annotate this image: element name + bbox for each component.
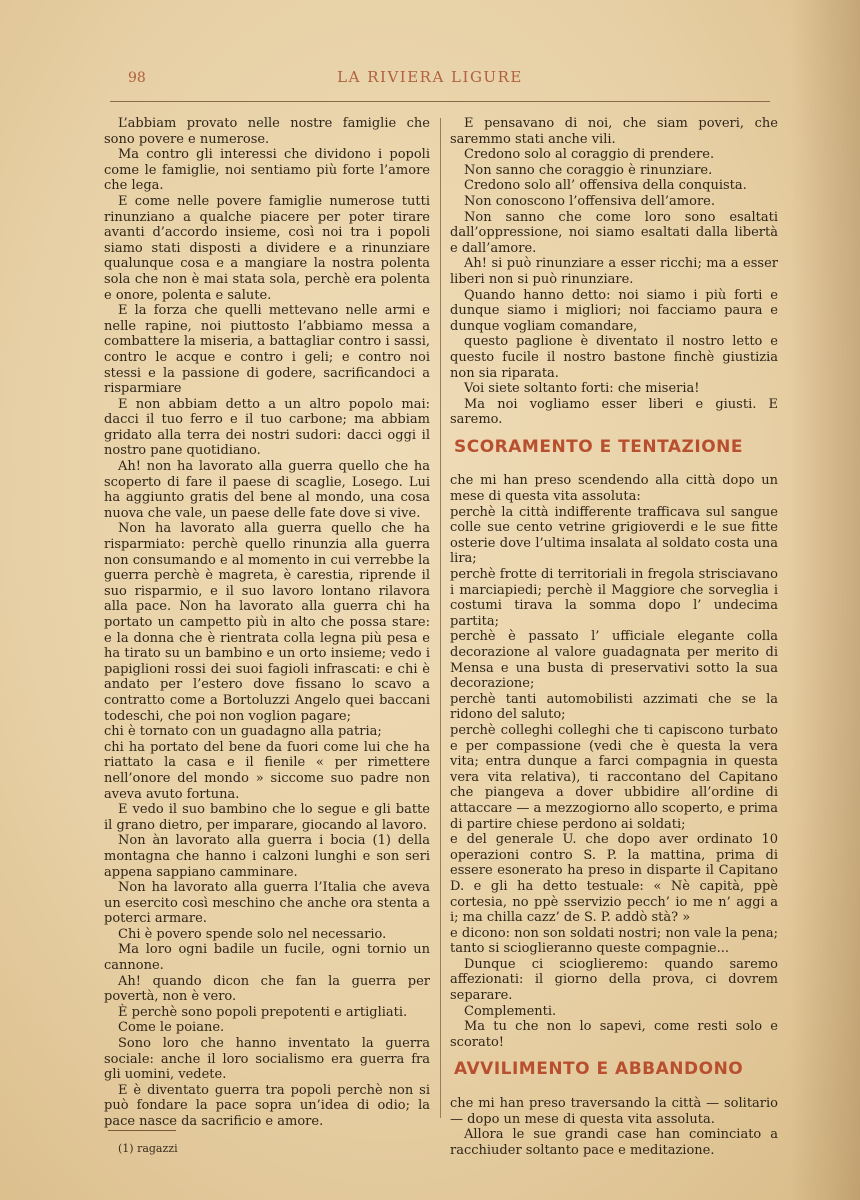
paragraph: Credono solo al coraggio di prendere. [464,147,715,163]
paragraph: Non àn lavorato alla guerra i bocia (1) della montagna che hanno i calzoni lunghi e son seri appena sappiano camminare. [104,833,430,880]
column-divider [440,118,441,1118]
paragraph: perchè la città indifferente trafficava sul sangue colle sue cento vetrine grigioverdi e le sue fitte osterie dove l’ultima insalata al soldato costa una lira; [450,504,778,567]
paragraph: Dunque ci scioglieremo: quando saremo affezionati: il giorno della prova, ci dovrem separare. [450,956,778,1004]
paragraph: Allora le sue grandi case han cominciato a racchiuder soltanto pace e meditazione. [450,1127,778,1158]
paragraph: Ah! si può rinunziare a esser ricchi; ma a esser liberi non si può rinunziare. [450,256,778,287]
paragraph: Non sanno che come loro sono esaltati dall’oppressione, noi siamo esaltati dalla libertà e dall’amore. [450,209,778,256]
paragraph: E non abbiam detto a un altro popolo mai: dacci il tuo ferro e il tuo carbone; ma abbiam gridato alla terra dei nostri sudori: dacci oggi il nostro pane quotidiano. [104,396,430,459]
paragraph: perchè frotte di territoriali in fregola strisciavano i marciapiedi; perchè il Maggiore che sorveglia i costumi tirava la somma dopo l’ undecima partita; [450,567,778,629]
paragraph: e del generale U. che dopo aver ordinato 10 operazioni contro S. P. la mattina, prima di essere esonerato ha preso in disparte il Capitano D. e gli ha detto testuale: « Nè capità, ppè cortesia, no ppè sservizio pecch’ io me n’ aggi a i; ma chilla cazz’ de S. P. addò stà? » [450,832,778,926]
section-scoramento-body [450,473,778,1050]
paragraph: perchè colleghi colleghi che ti capiscono turbato e per compassione (vedi che è questa la vera vita; entra dunque a farci compagnia in questa vera vita relativa), ti raccontano del Capitano che piangeva a dover ubbidire all’ordine di attaccare — a mezzogiorno allo scoperto, e prima di partire chiese perdono ai soldati; [450,722,778,832]
paragraph: e dicono: non son soldati nostri; non vale la pena; tanto si scioglieranno queste compagnie... [450,925,778,957]
paragraph: chi è tornato con un guadagno alla patria; [104,724,382,740]
paragraph: questo paglione è diventato il nostro letto e questo fucile il nostro bastone finchè giustizia non sia riparata. [450,334,778,381]
footnote: (1) ragazzi [118,1142,178,1155]
paragraph: Ma tu che non lo sapevi, come resti solo e scorato! [450,1019,778,1050]
paragraph: Ah! non ha lavorato alla guerra quello che ha scoperto di fare il paese di scaglie, Losego. Lui ha aggiunto gratis del bene al mondo, una cosa nuova che vale, un paese delle fate dove si vive. [104,459,430,521]
paragraph: che mi han preso traversando la città — solitario — dopo un mese di questa vita assoluta. [450,1096,778,1127]
section-avvilimento-body [450,1096,778,1158]
paragraph: Credono solo all’ offensiva della conquista. [464,178,747,194]
right-column [450,116,778,1158]
paragraph: Ah! quando dicon che fan la guerra per povertà, non è vero. [104,973,430,1005]
section-heading-scoramento: SCORAMENTO E TENTAZIONE [454,436,743,457]
page-edge-shadow [790,0,860,1200]
paragraph: Complementi. [464,1003,557,1019]
paragraph: E vedo il suo bambino che lo segue e gli batte il grano dietro, per imparare, giocando al lavoro. [104,802,430,833]
paragraph: Ma contro gli interessi che dividono i popoli come le famiglie, noi sentiamo più forte l’amore che lega. [104,147,430,194]
paragraph: È perchè sono popoli prepotenti e artigliati. [118,1004,408,1020]
paragraph: Voi siete soltanto forti: che miseria! [464,381,700,397]
paragraph: E la forza che quelli mettevano nelle armi e nelle rapine, noi piuttosto l’abbiamo messa a combattere la miseria, a battagliar contro i sassi, contro le acque e contro i geli; e contro noi stessi e la passione di godere, sacrificandoci a risparmiare [104,303,430,397]
paragraph: Quando hanno detto: noi siamo i più forti e dunque siamo i migliori; noi facciamo paura e dunque vogliam comandare, [450,287,778,334]
paragraph: E come nelle povere famiglie numerose tutti rinunziano a qualche piacere per poter tirare avanti d’accordo insieme, così noi tra i popoli siamo stati disposti a dividere e a rinunziare qualunque cosa e a mangiare la nostra polenta sola che non è mai stata sola, perchè era polenta e onore, polenta e salute. [104,193,430,303]
header-rule [110,101,770,102]
paragraph: Non conoscono l’offensiva dell’amore. [464,193,716,209]
paragraph: Chi è povero spende solo nel necessario. [118,926,387,942]
paragraph: che mi han preso scendendo alla città dopo un mese di questa vita assoluta: [450,473,778,505]
page-header [0,64,860,94]
paragraph: Ma noi vogliamo esser liberi e giusti. E saremo. [450,396,778,428]
paragraph: Non ha lavorato alla guerra l’Italia che aveva un esercito così meschino che anche ora stenta a poterci armare. [104,880,430,927]
footnote-rule [108,1130,176,1131]
paragraph: Ma loro ogni badile un fucile, ogni tornio un cannone. [104,942,430,974]
page-number: 98 [128,70,146,86]
paragraph: L’abbiam provato nelle nostre famiglie che sono povere e numerose. [104,116,430,147]
paragraph: perchè tanti automobilisti azzimati che se la ridono del saluto; [450,691,778,723]
paragraph: E è diventato guerra tra popoli perchè non si può fondare la pace sopra un’idea di odio; la pace nasce da sacrificio e amore. [104,1082,430,1129]
paragraph: Come le poiane. [118,1020,225,1036]
paragraph: perchè è passato l’ ufficiale elegante colla decorazione al valore guadagnata per merito di Mensa e una busta di preservativi sotto la sua decorazione; [450,629,778,692]
right-intro [450,116,778,428]
left-column [104,116,430,1130]
paragraph: E pensavano di noi, che siam poveri, che saremmo stati anche vili. [450,116,778,147]
section-heading-avvilimento: AVVILIMENTO E ABBANDONO [454,1059,744,1080]
paragraph: chi ha portato del bene da fuori come lui che ha riattato la casa e il fienile « per rimettere nell’onore del mondo » siccome suo padre non aveva avuto fortuna. [104,739,430,802]
paragraph: Sono loro che hanno inventato la guerra sociale: anche il loro socialismo era guerra fra gli uomini, vedete. [104,1036,430,1083]
paragraph: Non ha lavorato alla guerra quello che ha risparmiato: perchè quello rinunzia alla guerra non consumando e al momento in cui verrebbe la guerra perchè è magreta, è carestia, riprende il suo risparmio, e il suo lavoro lontano rilavora alla pace. Non ha lavorato alla guerra chi ha portato un campetto più in alto che possa stare: e la donna che è rientrata colla legna più pesa e ha tirato su un bambino e un orto insieme; vedo i papiglioni rossi dei suoi fagioli infrascati: e chi è andato per l’estero dove fissano lo scavo a contratto come a Bortoluzzi Angelo quei baccani todeschi, che poi non voglion pagare; [104,521,430,724]
running-title: LA RIVIERA LIGURE [337,68,523,86]
paragraph: Non sanno che coraggio è rinunziare. [464,162,713,178]
